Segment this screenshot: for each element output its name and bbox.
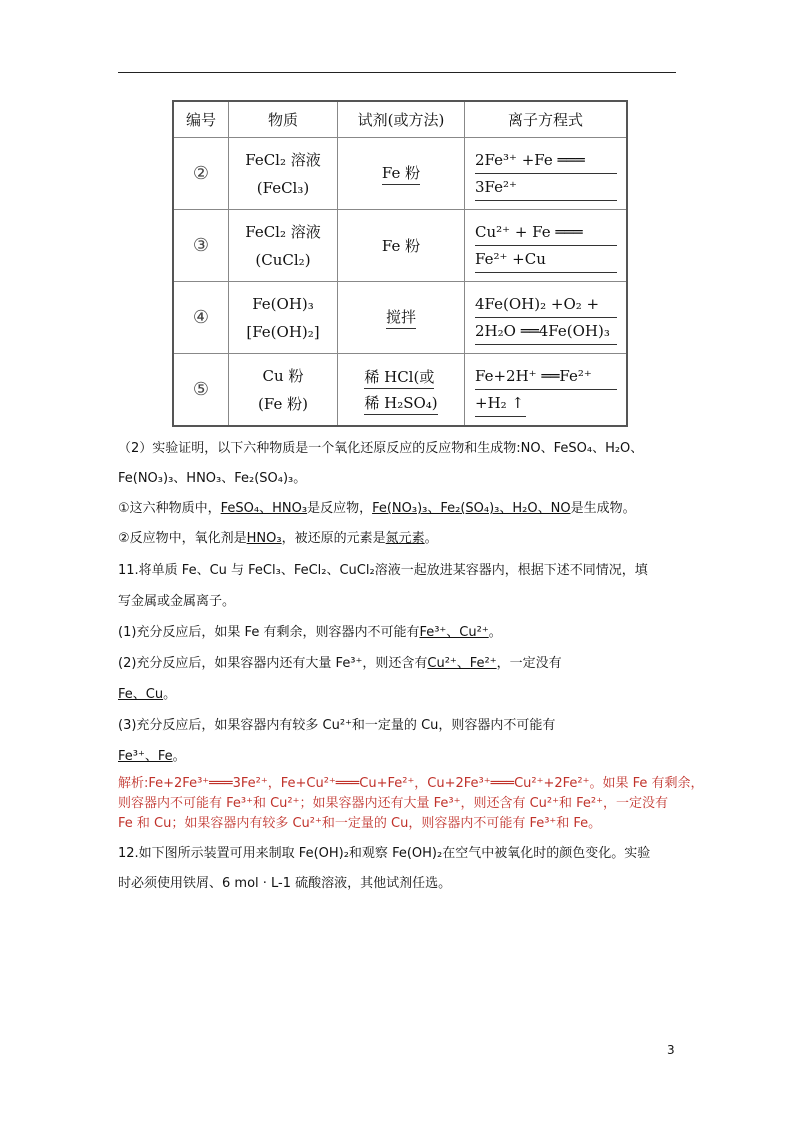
text: 。	[424, 531, 438, 546]
reagent-text: 搅拌	[386, 306, 416, 329]
text: 。	[163, 687, 177, 702]
table-row	[173, 210, 627, 282]
analysis-line: 解析:Fe+2Fe³⁺═══3Fe²⁺，Fe+Cu²⁺═══Cu+Fe²⁺，Cu+2Fe³⁺═══Cu²⁺+2Fe²⁺。如果 Fe 有剩余，	[118, 776, 704, 791]
text: (1)充分反应后，如果 Fe 有剩余，则容器内不可能有	[118, 625, 420, 640]
equation-cell	[465, 282, 628, 354]
reagent-cell	[338, 282, 465, 354]
answer-element: 氮元素	[385, 531, 425, 546]
equation-line: 4Fe(OH)₂ +O₂ +	[475, 291, 617, 318]
header-num: 编号	[173, 101, 229, 138]
text: 是生成物。	[570, 501, 636, 516]
substance-cell	[229, 282, 338, 354]
analysis-line: Fe 和 Cu；如果容器内有较多 Cu²⁺和一定量的 Cu，则容器内不可能有 Fe³⁺和 Fe。	[118, 816, 602, 831]
reagent-text: 稀 HCl(或	[364, 366, 434, 389]
header-substance: 物质	[229, 101, 338, 138]
q2-line1: （2）实验证明，以下六种物质是一个氧化还原反应的反应物和生成物:NO、FeSO₄、H₂O、	[118, 441, 644, 456]
impurity-line: (FeCl₃)	[256, 178, 310, 197]
row-number: ④	[173, 282, 229, 354]
q12-line1: 12.如下图所示装置可用来制取 Fe(OH)₂和观察 Fe(OH)₂在空气中被氧化时的颜色变化。实验	[118, 846, 651, 861]
table-header-row	[173, 101, 627, 138]
header-reagent: 试剂(或方法)	[338, 101, 465, 138]
q12-line2: 时必须使用铁屑、6 mol · L-1 硫酸溶液，其他试剂任选。	[118, 876, 452, 891]
substance-line: Fe(OH)₃	[252, 294, 314, 313]
q11-line1: 11.将单质 Fe、Cu 与 FeCl₃、FeCl₂、CuCl₂溶液一起放进某容器内，根据下述不同情况，填	[118, 563, 648, 578]
row-number: ⑤	[173, 354, 229, 427]
answer: Cu²⁺、Fe²⁺	[427, 656, 497, 671]
substance-cell	[229, 138, 338, 210]
q11-sub3: (3)充分反应后，如果容器内有较多 Cu²⁺和一定量的 Cu，则容器内不可能有	[118, 718, 556, 733]
q11-sub2	[118, 655, 562, 673]
equation-line: +H₂ ↑	[475, 390, 526, 417]
equation-line: Fe+2H⁺ ══Fe²⁺	[475, 363, 617, 390]
text: ，一定没有	[496, 656, 562, 671]
purification-table	[172, 100, 628, 427]
impurity-line: (Fe 粉)	[258, 394, 308, 413]
equation-line: 2H₂O ══4Fe(OH)₃	[475, 318, 617, 345]
reagent-text: 稀 H₂SO₄)	[364, 392, 437, 415]
substance-line: FeCl₂ 溶液	[245, 150, 321, 169]
answer: Fe、Cu	[118, 687, 164, 702]
answer-reactants: FeSO₄、HNO₃	[220, 501, 308, 516]
answer-oxidant: HNO₃	[246, 531, 282, 546]
substance-line: Cu 粉	[262, 366, 304, 385]
equation-line: 3Fe²⁺	[475, 174, 617, 201]
equation-line: 2Fe³⁺ +Fe ═══	[475, 147, 617, 174]
text: 。	[172, 749, 186, 764]
analysis-line: 则容器内不可能有 Fe³⁺和 Cu²⁺；如果容器内还有大量 Fe³⁺，则还含有 Cu²⁺和 Fe²⁺，一定没有	[118, 796, 668, 811]
substance-cell	[229, 354, 338, 427]
text: 。	[488, 625, 502, 640]
substance-cell	[229, 210, 338, 282]
substance-line: FeCl₂ 溶液	[245, 222, 321, 241]
row-number: ②	[173, 138, 229, 210]
header-rule	[118, 72, 676, 73]
q2-answer-b	[118, 530, 438, 548]
reagent-text: Fe 粉	[381, 237, 421, 255]
reagent-text: Fe 粉	[382, 162, 420, 185]
text: ，被还原的元素是	[281, 531, 386, 546]
impurity-line: [Fe(OH)₂]	[246, 322, 320, 341]
q2-answer-a	[118, 500, 636, 518]
reagent-cell	[338, 354, 465, 427]
text: (2)充分反应后，如果容器内还有大量 Fe³⁺，则还含有	[118, 656, 428, 671]
equation-line: Cu²⁺ + Fe ═══	[475, 219, 617, 246]
answer-products: Fe(NO₃)₃、Fe₂(SO₄)₃、H₂O、NO	[372, 501, 571, 516]
q11-sub2-answer	[118, 686, 176, 704]
impurity-line: (CuCl₂)	[255, 250, 311, 269]
table-row	[173, 138, 627, 210]
reagent-cell	[338, 210, 465, 282]
header-equation: 离子方程式	[465, 101, 628, 138]
text: ②反应物中，氧化剂是	[118, 531, 247, 546]
q11-line2: 写金属或金属离子。	[118, 594, 236, 609]
equation-cell	[465, 210, 628, 282]
text: 是反应物，	[307, 501, 373, 516]
page-number: 3	[667, 1043, 675, 1057]
row-number: ③	[173, 210, 229, 282]
equation-cell	[465, 354, 628, 427]
reagent-cell	[338, 138, 465, 210]
equation-line: Fe²⁺ +Cu	[475, 246, 617, 273]
equation-cell	[465, 138, 628, 210]
q11-sub1	[118, 624, 502, 642]
text: ①这六种物质中，	[118, 501, 221, 516]
table-row	[173, 354, 627, 427]
table-row	[173, 282, 627, 354]
answer: Fe³⁺、Fe	[118, 749, 173, 764]
q11-sub3-answer	[118, 748, 186, 766]
answer: Fe³⁺、Cu²⁺	[419, 625, 489, 640]
q2-line2: Fe(NO₃)₃、HNO₃、Fe₂(SO₄)₃。	[118, 471, 307, 486]
